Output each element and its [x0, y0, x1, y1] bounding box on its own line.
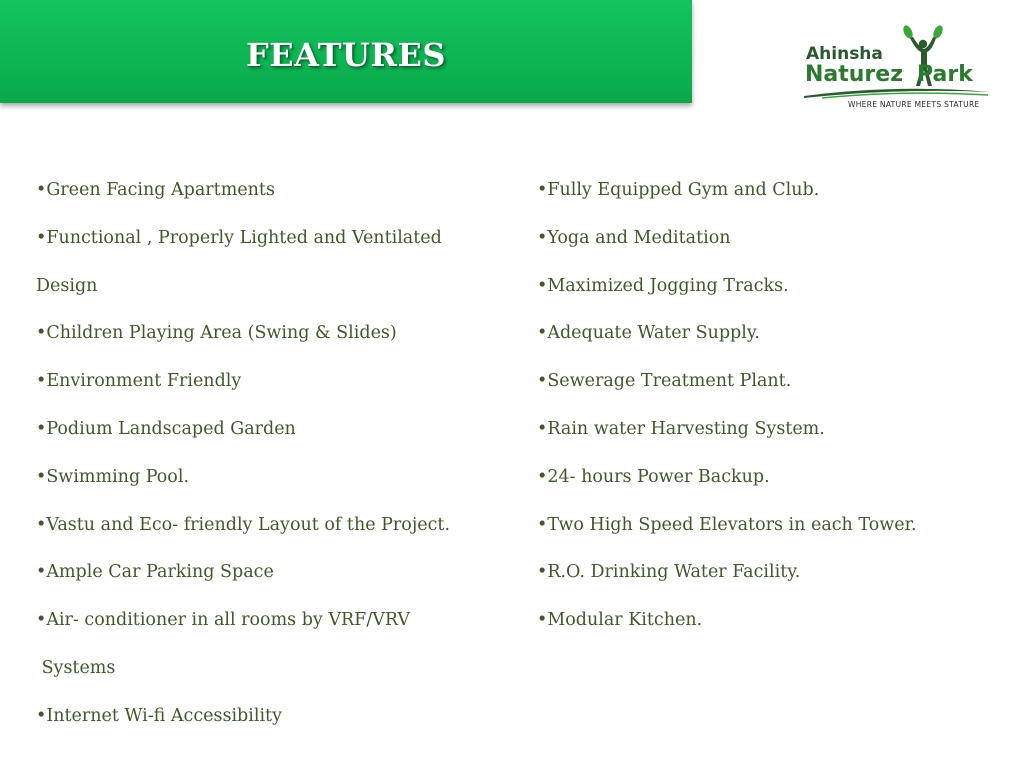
feature-item: •Vastu and Eco- friendly Layout of the Project. — [36, 514, 451, 535]
feature-item: •Adequate Water Supply. — [537, 323, 760, 344]
feature-item: •Rain water Harvesting System. — [537, 418, 825, 439]
feature-item: •Ample Car Parking Space — [36, 562, 274, 583]
logo-main-word-2: Park — [917, 62, 973, 87]
feature-item: •Air- conditioner in all rooms by VRF/VRV — [36, 610, 411, 631]
feature-item: •Yoga and Meditation — [537, 227, 731, 248]
logo-swoosh — [802, 86, 992, 100]
feature-item: •24- hours Power Backup. — [537, 466, 770, 487]
logo — [802, 24, 992, 114]
logo-top-word: Ahinsha — [806, 44, 883, 64]
feature-item: •Environment Friendly — [36, 371, 242, 392]
feature-item: •Maximized Jogging Tracks. — [537, 275, 789, 296]
feature-item: •R.O. Drinking Water Facility. — [537, 562, 801, 583]
feature-item: •Swimming Pool. — [36, 466, 190, 487]
page-title: FEATURES — [246, 36, 446, 74]
feature-item: •Fully Equipped Gym and Club. — [537, 180, 820, 200]
feature-item: •Functional , Properly Lighted and Ventilated — [36, 227, 442, 248]
feature-item: •Children Playing Area (Swing & Slides) — [36, 323, 397, 344]
feature-item: •Internet Wi-fi Accessibility — [36, 705, 282, 726]
feature-item: •Two High Speed Elevators in each Tower. — [537, 514, 917, 535]
feature-item: Systems — [36, 657, 116, 678]
logo-main-word-1: Naturez — [805, 62, 904, 87]
logo-main-text — [805, 62, 973, 87]
features-list-right — [537, 167, 1007, 645]
logo-tagline: WHERE NATURE MEETS STATURE — [848, 100, 980, 109]
feature-item: •Sewerage Treatment Plant. — [537, 371, 792, 392]
feature-item: •Green Facing Apartments — [36, 180, 275, 200]
features-list-left — [36, 167, 516, 741]
feature-item: •Modular Kitchen. — [537, 610, 703, 631]
feature-item: Design — [36, 275, 98, 296]
feature-item: •Podium Landscaped Garden — [36, 418, 296, 439]
